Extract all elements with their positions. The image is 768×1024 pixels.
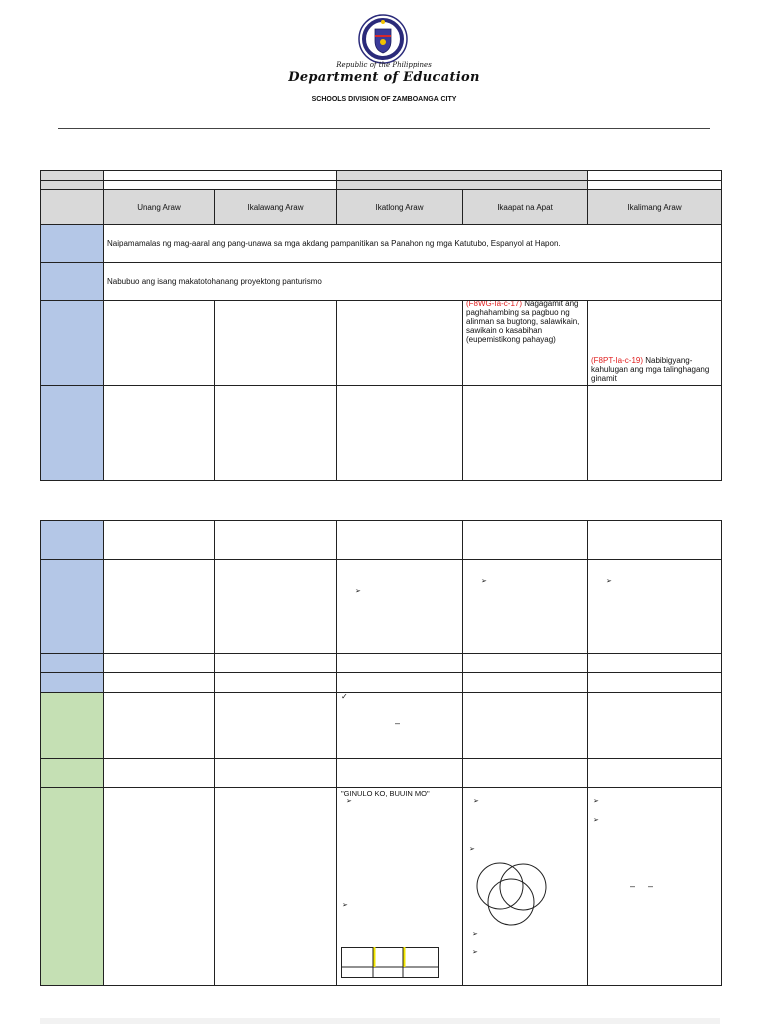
empty-cell [215, 673, 337, 693]
day5-references-cell [588, 560, 722, 654]
arrow-bullet: ➢ [355, 588, 361, 595]
empty-cell [215, 693, 337, 759]
row-other-resources [41, 654, 722, 673]
empty-cell [104, 788, 215, 986]
row-label-cell [41, 386, 104, 481]
empty-cell [215, 386, 337, 481]
lesson-plan-table-2 [40, 520, 722, 986]
day5-activity-cell [588, 788, 722, 986]
row-label-cell [41, 759, 104, 788]
empty-cell [463, 521, 588, 560]
day-header: Ikalimang Araw [588, 190, 722, 225]
republic-text: Republic of the Philippines [336, 61, 432, 69]
day-header: Ikalawang Araw [215, 190, 337, 225]
arrow-bullet: ➢ [469, 846, 475, 853]
empty-cell [463, 759, 588, 788]
competency-text: Nagagamit ang paghahambing sa pagbuo ng alinman sa bugtong, salawikain, sawikain o kasabihan (eupemistikong pahayag) [466, 300, 580, 344]
arrow-bullet: ➢ [481, 578, 487, 585]
footer-band [40, 1018, 720, 1024]
arrow-bullet: ➢ [593, 817, 599, 824]
day4-competency-cell [463, 301, 588, 386]
row-label-cell [41, 673, 104, 693]
empty-cell [588, 521, 722, 560]
division-title: SCHOOLS DIVISION OF ZAMBOANGA CITY [311, 96, 457, 103]
day2-cell [215, 301, 337, 386]
deped-seal-logo [358, 14, 408, 64]
arrow-bullet: ➢ [606, 578, 612, 585]
content-standard-cell [104, 225, 722, 263]
row-content [41, 386, 722, 481]
performance-standard-text: Nabubuo ang isang makatotohanang proyektong panturismo [107, 277, 322, 286]
row-examples [41, 788, 722, 986]
empty-cell [215, 759, 337, 788]
empty-cell [463, 386, 588, 481]
meta-value-cell [104, 171, 337, 181]
row-label-cell [41, 654, 104, 673]
meta-value-cell [104, 181, 337, 190]
competency-code: (F8WG-Ia-c-17) [466, 300, 522, 308]
dash-mark: – [630, 881, 636, 891]
checkmark-icon: ✓ [341, 692, 348, 701]
lesson-plan-table-1 [40, 170, 722, 481]
empty-cell [104, 673, 215, 693]
empty-cell [337, 673, 463, 693]
venn-diagram [475, 861, 555, 927]
row-pamantayan-sa-pagganap [41, 263, 722, 301]
day3-activity-cell [337, 788, 463, 986]
day-header: Unang Araw [104, 190, 215, 225]
day-header: Ikaapat na Apat [463, 190, 588, 225]
row-resources [41, 521, 722, 560]
table1-day-header-row [41, 190, 722, 225]
department-title: Department of Education [288, 70, 480, 85]
arrow-bullet: ➢ [346, 798, 352, 805]
day4-references-cell [463, 560, 588, 654]
arrow-bullet: ➢ [593, 798, 599, 805]
empty-cell [104, 386, 215, 481]
meta-label-cell [41, 181, 104, 190]
row-references [41, 560, 722, 654]
empty-cell [104, 759, 215, 788]
day1-cell [104, 301, 215, 386]
meta-label-cell [337, 181, 588, 190]
row-label-cell [41, 521, 104, 560]
empty-cell [588, 654, 722, 673]
meta-value-cell [588, 181, 722, 190]
content-standard-text: Naipamamalas ng mag-aaral ang pang-unawa sa mga akdang pampanitikan sa Panahon ng mga Katutubo, Espanyol at Hapon. [107, 239, 561, 248]
row-label-cell [41, 225, 104, 263]
competency-day4 [463, 301, 587, 345]
empty-cell [463, 693, 588, 759]
row-label-cell [41, 263, 104, 301]
row-review [41, 693, 722, 759]
corner-cell [41, 190, 104, 225]
performance-standard-cell [104, 263, 722, 301]
competency-code: (F8PT-Ia-c-19) [591, 356, 644, 365]
empty-cell [588, 386, 722, 481]
day3-references-cell [337, 560, 463, 654]
empty-cell [215, 788, 337, 986]
row-procedures-header [41, 673, 722, 693]
arrow-bullet: ➢ [472, 931, 478, 938]
empty-cell [104, 693, 215, 759]
day3-cell [337, 301, 463, 386]
empty-cell [588, 673, 722, 693]
row-label-cell [41, 788, 104, 986]
header-divider [58, 128, 710, 129]
mini-grid-table [341, 947, 439, 979]
empty-cell [337, 386, 463, 481]
arrow-bullet: ➢ [473, 798, 479, 805]
empty-cell [588, 693, 722, 759]
row-label-cell [41, 560, 104, 654]
activity-title: "GINULO KO, BUUIN MO" [341, 789, 430, 798]
empty-cell [215, 560, 337, 654]
table1-row-meta1 [41, 171, 722, 181]
meta-value-cell [588, 171, 722, 181]
empty-cell [588, 759, 722, 788]
empty-cell [104, 654, 215, 673]
row-pamantayang-pangnilalaman [41, 225, 722, 263]
empty-cell [463, 654, 588, 673]
table1-row-meta2 [41, 181, 722, 190]
arrow-bullet: ➢ [472, 949, 478, 956]
day-header: Ikatlong Araw [337, 190, 463, 225]
row-competencies [41, 301, 722, 386]
competency-day5 [588, 356, 721, 383]
row-purpose [41, 759, 722, 788]
empty-cell [337, 654, 463, 673]
day5-competency-cell [588, 301, 722, 386]
empty-cell [337, 521, 463, 560]
empty-cell [104, 560, 215, 654]
meta-label-cell [337, 171, 588, 181]
day3-review-cell [337, 693, 463, 759]
dash-mark: – [395, 718, 401, 728]
row-label-cell [41, 301, 104, 386]
empty-cell [337, 759, 463, 788]
empty-cell [215, 521, 337, 560]
meta-label-cell [41, 171, 104, 181]
competency-text: Nabibigyang-kahulugan ang mga talinghagang ginamit [591, 356, 710, 383]
empty-cell [104, 521, 215, 560]
row-label-cell [41, 693, 104, 759]
dash-mark: – [648, 881, 654, 891]
day4-activity-cell [463, 788, 588, 986]
empty-cell [463, 673, 588, 693]
arrow-bullet: ➢ [342, 902, 348, 909]
empty-cell [215, 654, 337, 673]
